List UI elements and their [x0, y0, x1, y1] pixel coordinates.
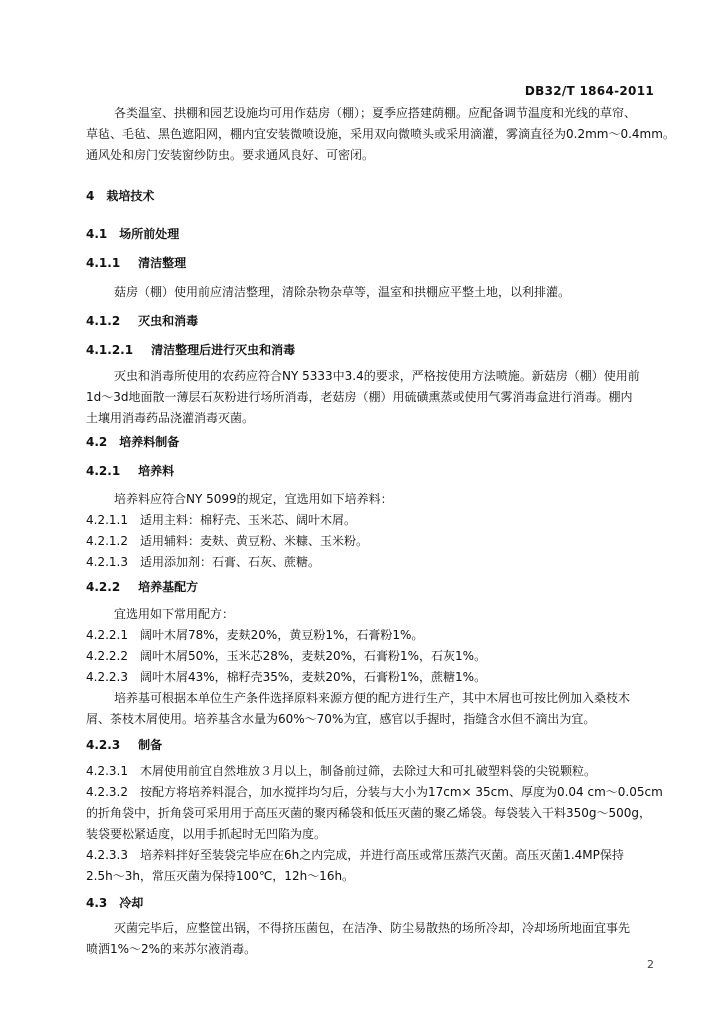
- clause-heading: [86, 253, 186, 274]
- paragraph-line: 屑、茶枝木屑使用。培养基含水量为60%～70%为宜，感官以手握时，指缝含水但不滴出为宜。: [86, 712, 596, 726]
- paragraph: 菇房（棚）使用前应清洁整理，清除杂物杂草等，温室和拱棚应平整土地，以利排灌。: [114, 285, 571, 299]
- clause-title: 清洁整理后进行灭虫和消毒: [151, 343, 296, 357]
- item-text: 适用辅料：麦麸、黄豆粉、米糠、玉米粉。: [139, 534, 368, 548]
- clause-title: 清洁整理: [138, 256, 187, 270]
- item-text: 适用主料：棉籽壳、玉米芯、阔叶木屑。: [139, 513, 356, 527]
- paragraph-line: 土壤用消毒药品浇灌消毒灭菌。: [86, 411, 255, 425]
- subsection-heading: [86, 224, 179, 245]
- paragraph-line: 2.5h～3h，常压灭菌为保持100℃，12h～16h。: [86, 869, 355, 883]
- clause-title: 培养料: [138, 464, 175, 478]
- item-number: 4.2.1.1: [86, 513, 128, 527]
- list-item: [86, 845, 624, 866]
- item-number: 4.2.3.3: [86, 848, 128, 862]
- item-text: 阔叶木屑50%，玉米芯28%，麦麸20%，石膏粉1%，石灰1%。: [139, 649, 487, 663]
- subsection-title: 培养料制备: [119, 435, 180, 449]
- section-title: 栽培技术: [106, 189, 155, 203]
- clause-heading: [86, 577, 198, 598]
- item-number: 4.2.1.2: [86, 534, 128, 548]
- section-heading: [86, 186, 154, 207]
- clause-heading: [86, 311, 198, 332]
- clause-heading: [86, 340, 295, 361]
- item-text: 阔叶木屑78%，麦麸20%，黄豆粉1%，石膏粉1%。: [139, 628, 424, 642]
- item-text: 阔叶木屑43%，棉籽壳35%，麦麸20%，石膏粉1%，蔗糖1%。: [139, 670, 487, 684]
- list-item: [86, 761, 596, 782]
- paragraph: 宜选用如下常用配方：: [114, 607, 235, 621]
- clause-title: 灭虫和消毒: [138, 314, 199, 328]
- subsection-heading: [86, 432, 179, 453]
- list-item: [86, 646, 486, 667]
- clause-number: 4.2.2: [86, 580, 121, 594]
- paragraph-line: 灭虫和消毒所使用的农药应符合NY 5333中3.4的要求，严格按使用方法喷施。新菇房（棚）使用前: [114, 369, 640, 383]
- paragraph-line: 装袋要松紧适度，以用手抓起时无凹陷为度。: [86, 827, 327, 841]
- paragraph: 培养料应符合NY 5099的规定，宜选用如下培养料：: [114, 492, 393, 506]
- clause-number: 4.1.2: [86, 314, 121, 328]
- intro-line: 草毡、毛毡、黑色遮阳网，棚内宜安装微喷设施，采用双向微喷头或采用滴灌，雾滴直径为0.2mm～0.4mm。: [86, 127, 675, 141]
- intro-line: 通风处和房门安装窗纱防虫。要求通风良好、可密闭。: [86, 148, 375, 162]
- item-text: 培养料拌好至装袋完毕应在6h之内完成，并进行高压或常压蒸汽灭菌。高压灭菌1.4MP保持: [139, 848, 624, 862]
- list-item: [86, 625, 423, 646]
- clause-title: 培养基配方: [138, 580, 199, 594]
- item-number: 4.2.3.1: [86, 764, 128, 778]
- subsection-number: 4.2: [86, 435, 108, 449]
- clause-number: 4.2.1: [86, 464, 121, 478]
- list-item: [86, 552, 320, 573]
- item-number: 4.2.1.3: [86, 555, 128, 569]
- item-number: 4.2.2.1: [86, 628, 128, 642]
- item-text: 木屑使用前宜自然堆放３月以上，制备前过筛，去除过大和可扎破塑料袋的尖锐颗粒。: [139, 764, 596, 778]
- list-item: [86, 531, 368, 552]
- paragraph-line: 喷洒1%～2%的来苏尔液消毒。: [86, 942, 257, 956]
- clause-number: 4.1.1: [86, 256, 121, 270]
- clause-heading: [86, 461, 174, 482]
- standard-code: DB32/T 1864-2011: [524, 84, 654, 98]
- page-number: 2: [647, 958, 654, 971]
- subsection-number: 4.1: [86, 227, 108, 241]
- clause-number: 4.2.3: [86, 738, 121, 752]
- clause-heading: [86, 735, 162, 756]
- section-number: 4: [86, 189, 95, 203]
- item-number: 4.2.2.3: [86, 670, 128, 684]
- paragraph-line: 灭菌完毕后，应整筐出锅，不得挤压菌包，在洁净、防尘易散热的场所冷却，冷却场所地面宜事先: [114, 921, 631, 935]
- intro-line: 各类温室、拱棚和园艺设施均可用作菇房（棚）；夏季应搭建荫棚。应配备调节温度和光线的草帘、: [114, 106, 637, 120]
- item-number: 4.2.3.2: [86, 785, 128, 799]
- list-item: [86, 667, 486, 688]
- item-text: 适用添加剂：石膏、石灰、蔗糖。: [139, 555, 320, 569]
- subsection-title: 场所前处理: [119, 227, 180, 241]
- subsection-title: 冷却: [119, 896, 144, 910]
- subsection-number: 4.3: [86, 896, 108, 910]
- paragraph-line: 的折角袋中，折角袋可采用用于高压灭菌的聚丙稀袋和低压灭菌的聚乙烯袋。每袋装入干料350g～500g，: [86, 806, 652, 820]
- clause-number: 4.1.2.1: [86, 343, 134, 357]
- item-text: 按配方将培养料混合，加水搅拌均匀后，分装与大小为17cm× 35cm、厚度为0.04 cm～0.05cm: [139, 785, 663, 799]
- list-item: [86, 782, 663, 803]
- clause-title: 制备: [138, 738, 163, 752]
- item-number: 4.2.2.2: [86, 649, 128, 663]
- paragraph-line: 培养基可根据本单位生产条件选择原料来源方便的配方进行生产，其中木屑也可按比例加入桑枝木: [114, 691, 631, 705]
- list-item: [86, 510, 356, 531]
- paragraph-line: 1d～3d地面散一薄层石灰粉进行场所消毒，老菇房（棚）用硫磺熏蒸或使用气雾消毒盒进行消毒。棚内: [86, 390, 633, 404]
- subsection-heading: [86, 893, 143, 914]
